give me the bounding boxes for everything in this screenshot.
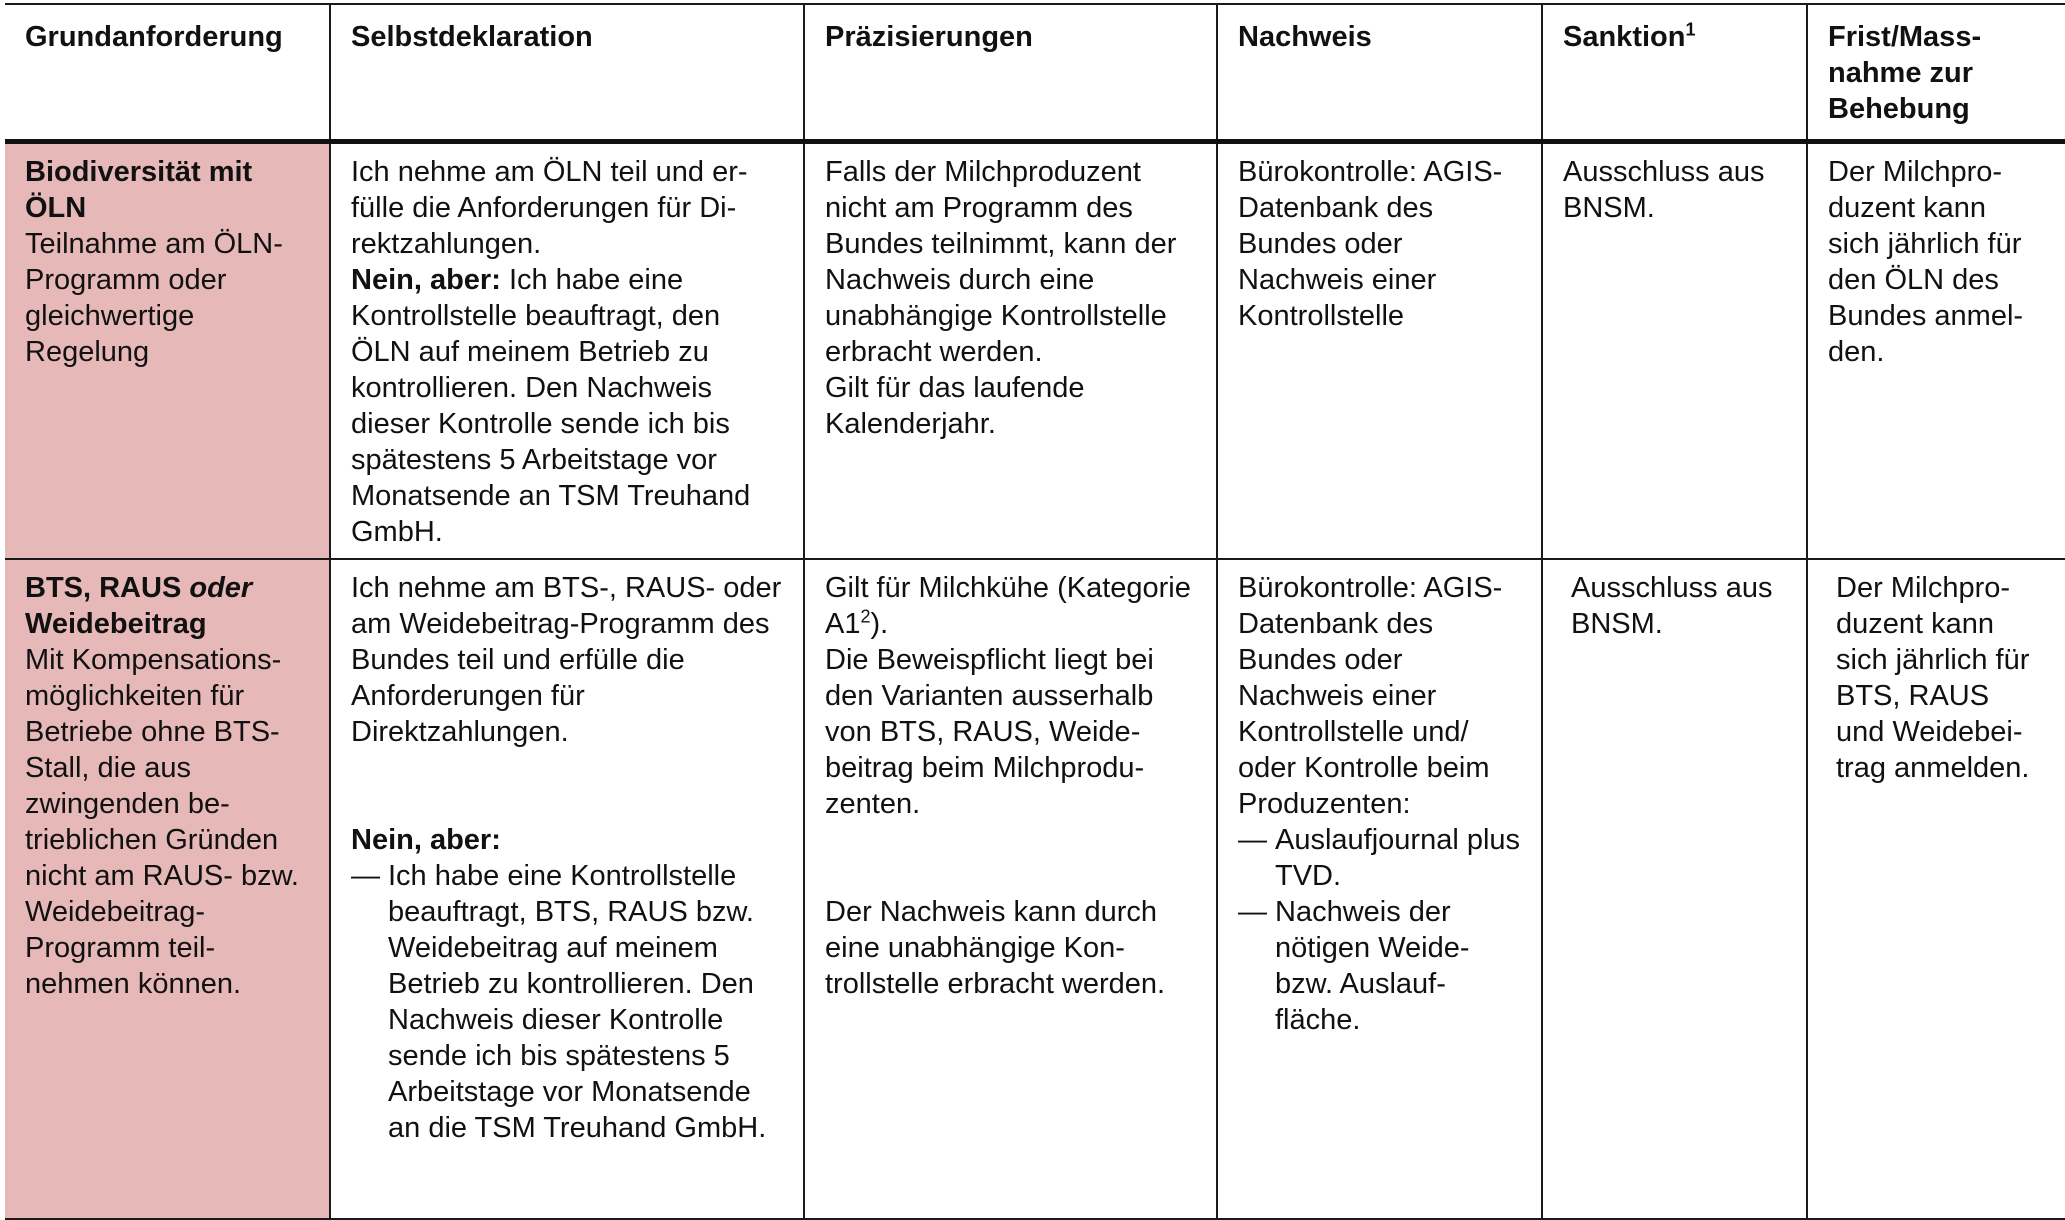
header-nachweis: Nachweis — [1217, 4, 1542, 142]
requirement-cell — [5, 142, 330, 560]
self-declaration-cell — [330, 142, 804, 560]
list-item: — Ich habe eine Kontrollstelle beauftragt, BTS, RAUS bzw. Weidebeitrag auf meinem Betrieb zu kontrollieren. Den Nachweis dieser Kontrolle sende ich bis spätestens 5 Arbeitstage vor Monatsende an die TSM Treuhand GmbH. — [351, 858, 783, 1146]
self-declaration-cell — [330, 559, 804, 1219]
deadline-cell: Der Milchproduzent kann sich jährlich für BTS, RAUS und Weidebeitrag anmelden. — [1807, 559, 2065, 1219]
no-but-list — [351, 858, 783, 1146]
requirement-description: Teilnahme am ÖLN-Programm oder gleichwertige Regelung — [25, 228, 283, 368]
list-item: — Nachweis der nötigen Weide- bzw. Auslauffläche. — [1238, 894, 1521, 1038]
requirements-table — [5, 3, 2065, 1220]
footnote-marker-2: 2 — [860, 606, 871, 627]
requirement-title-or: oder — [189, 572, 253, 604]
requirement-title — [25, 570, 309, 642]
precision-text: Gilt für das laufende Kalenderjahr. — [825, 372, 1085, 440]
proof-text: Bürokontrolle: AGIS-Datenbank des Bundes oder Nachweis einer Kontrollstelle und/ oder Kontrolle beim Produzenten: — [1238, 572, 1503, 820]
requirement-title: Biodiversität mit ÖLN — [25, 156, 253, 224]
requirement-title-part: Weidebeitrag — [25, 608, 207, 640]
header-frist: Frist/Massnahme zur Behebung — [1807, 4, 2065, 142]
list-item: — Auslaufjournal plus TVD. — [1238, 822, 1521, 894]
no-but-label: Nein, aber: — [351, 824, 501, 856]
sanction-cell: Ausschluss aus BNSM. — [1542, 559, 1807, 1219]
header-grundanforderung: Grundanforderung — [5, 4, 330, 142]
requirement-title-part: BTS, RAUS — [25, 572, 182, 604]
header-selbstdeklaration: Selbstdeklaration — [330, 4, 804, 142]
precision-text: Gilt für Milchkühe (Kategorie $A1^2$). — [825, 572, 1191, 640]
self-declaration-text: Ich nehme am ÖLN teil und erfülle die Anforderungen für Direktzahlungen. — [351, 156, 748, 260]
precision-text: Die Beweispflicht liegt bei den Varianten ausserhalb von BTS, RAUS, Weidebeitrag beim Milchproduzenten. — [825, 644, 1154, 820]
no-but-label: Nein, aber: — [351, 264, 501, 296]
header-sanktion-label: Sanktion — [1563, 21, 1686, 53]
spacer — [825, 822, 1196, 894]
precision-cell — [804, 142, 1217, 560]
header-row — [5, 4, 2065, 142]
header-sanktion — [1542, 4, 1807, 142]
spacer — [351, 750, 783, 822]
requirement-cell — [5, 559, 330, 1219]
precision-text: Der Nachweis kann durch eine unabhängige Kontrollstelle erbracht werden. — [825, 896, 1166, 1000]
sanction-cell: Ausschluss aus BNSM. — [1542, 142, 1807, 560]
deadline-cell: Der Milchproduzent kann sich jährlich für den ÖLN des Bundes anmelden. — [1807, 142, 2065, 560]
proof-list — [1238, 822, 1521, 1038]
requirement-description: Mit Kompensationsmöglichkeiten für Betriebe ohne BTS-Stall, die aus zwingenden betrieblichen Gründen nicht am RAUS- bzw. Weidebeitrag-Programm teilnehmen können. — [25, 644, 299, 1000]
precision-text: Falls der Milchproduzent nicht am Programm des Bundes teilnimmt, kann der Nachweis durch eine unabhängige Kontrollstelle erbracht werden. — [825, 156, 1177, 368]
proof-cell — [1217, 559, 1542, 1219]
footnote-marker-1: 1 — [1685, 19, 1696, 40]
table-row — [5, 559, 2065, 1219]
table-row — [5, 142, 2065, 560]
no-but-text: Ich habe eine Kontrollstelle beauftragt, den ÖLN auf meinem Betrieb zu kontrollieren. Den Nachweis dieser Kontrolle sende ich bis spätestens 5 Arbeitstage vor Monatsende an TSM Treuhand GmbH. — [351, 264, 751, 548]
self-declaration-text: Ich nehme am BTS-, RAUS- oder am Weidebeitrag-Programm des Bundes teil und erfülle die Anforderungen für Direktzahlungen. — [351, 572, 782, 748]
proof-cell: Bürokontrolle: AGIS-Datenbank des Bundes oder Nachweis einer Kontrollstelle — [1217, 142, 1542, 560]
precision-cell — [804, 559, 1217, 1219]
header-praezisierungen: Präzisierungen — [804, 4, 1217, 142]
